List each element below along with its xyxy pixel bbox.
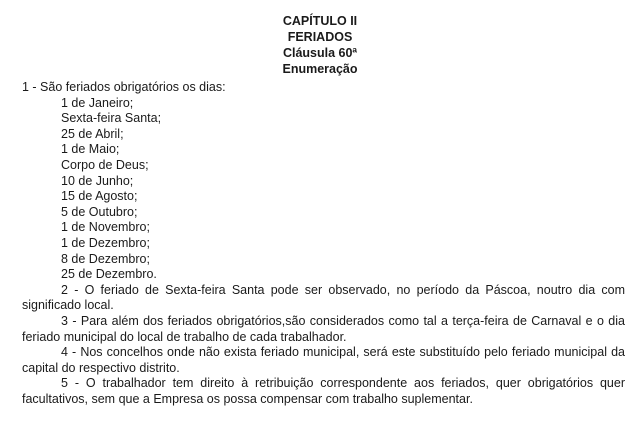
point-2-paragraph: 2 - O feriado de Sexta-feira Santa pode ser observado, no período da Páscoa, noutro dia com significado local.: [22, 282, 625, 313]
clause-body: [22, 80, 625, 407]
holiday-item: 5 de Outubro;: [61, 204, 138, 219]
point-4-paragraph: 4 - Nos concelhos onde não exista feriado municipal, será este substituído pelo feriado municipal da capital do respectivo distrito.: [22, 345, 625, 375]
clause-number: Cláusula 60ª: [282, 46, 358, 60]
holiday-item: 8 de Dezembro;: [61, 251, 150, 266]
holiday-item: 1 de Dezembro;: [61, 235, 150, 250]
point-3-paragraph: 3 - Para além dos feriados obrigatórios,são considerados como tal a terça-feira de Carnaval e o dia feriado municipal do local de trabalho de cada trabalhador.: [22, 313, 625, 344]
point-5-paragraph: 5 - O trabalhador tem direito à retribuição correspondente aos feriados, quer obrigatórios quer facultativos, sem que a Empresa os possa compensar com trabalho suplementar.: [22, 376, 625, 406]
holiday-item: 10 de Junho;: [61, 173, 134, 188]
holiday-item: 1 de Janeiro;: [61, 95, 134, 110]
point-1-intro: 1 - São feriados obrigatórios os dias:: [22, 80, 226, 94]
holiday-item: 25 de Dezembro.: [61, 267, 157, 282]
clause-heading: [0, 13, 640, 77]
holiday-item: Sexta-feira Santa;: [61, 111, 162, 126]
holiday-item: 1 de Novembro;: [61, 220, 150, 235]
holiday-item: Corpo de Deus;: [61, 157, 149, 172]
clause-title: Enumeração: [282, 62, 358, 76]
holiday-item: 15 de Agosto;: [61, 189, 138, 204]
chapter-title: CAPÍTULO II: [282, 14, 358, 28]
holiday-item: 25 de Abril;: [61, 126, 124, 141]
chapter-subject: FERIADOS: [287, 30, 353, 44]
holiday-item: 1 de Maio;: [61, 142, 120, 157]
